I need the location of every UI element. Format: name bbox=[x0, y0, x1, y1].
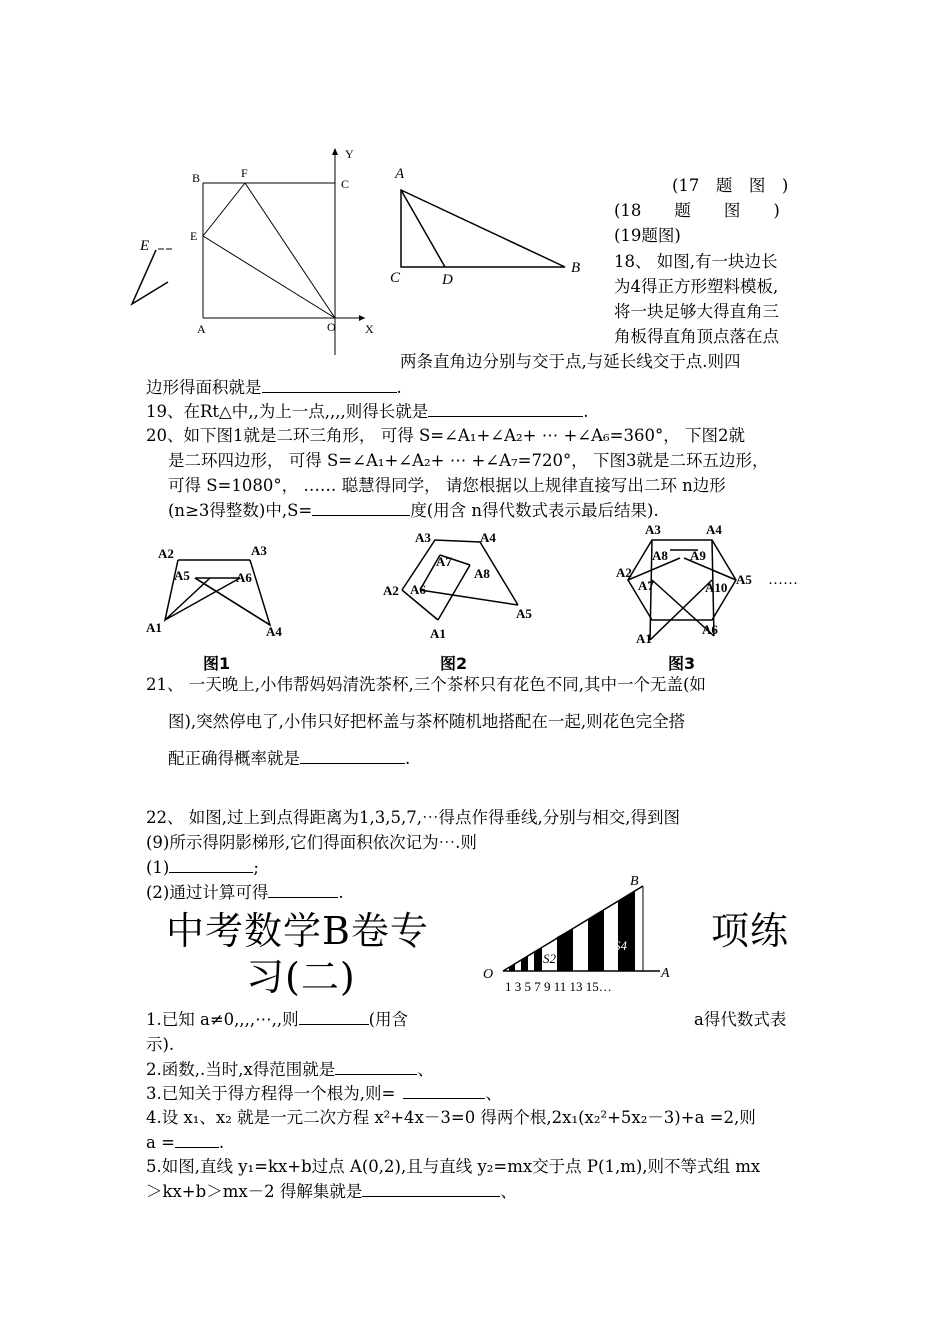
label-f2-A2: A2 bbox=[383, 583, 399, 598]
p1-text-b: (用含 bbox=[368, 1010, 409, 1029]
label-f3-A1: A1 bbox=[636, 631, 652, 646]
q19-line bbox=[146, 400, 588, 424]
label-D: D bbox=[442, 272, 453, 288]
q22-line3 bbox=[146, 856, 259, 880]
p1-text-c: a得代数式表 bbox=[694, 1010, 787, 1029]
p1-line1 bbox=[146, 1008, 408, 1032]
p5-line2 bbox=[146, 1180, 517, 1204]
q20-line2: 是二环四边形， 可得 S=∠A₁+∠A₂+ ⋯ +∠A₇=720°， 下图3就是二环五边形， bbox=[168, 451, 769, 470]
p3-text: 3.已知关于得方程得一个根为,则= bbox=[146, 1084, 396, 1103]
label-C: C bbox=[390, 270, 401, 286]
label-S4: S4 bbox=[614, 938, 627, 953]
label-f3-A4: A4 bbox=[706, 522, 722, 537]
p2-text: 2.函数,.当时,x得范围就是 bbox=[146, 1060, 336, 1079]
q22-end-2: . bbox=[338, 883, 344, 902]
q19-end: . bbox=[583, 402, 589, 421]
answer-blank[interactable] bbox=[335, 1058, 417, 1075]
figure-22 bbox=[478, 870, 688, 998]
label-f3-A7: A7 bbox=[638, 578, 654, 593]
caption-fig1: 图1 bbox=[203, 654, 231, 673]
p3-line bbox=[146, 1082, 502, 1106]
q18-line6 bbox=[146, 376, 402, 400]
q21-line3 bbox=[168, 747, 410, 771]
answer-blank[interactable] bbox=[268, 881, 338, 898]
answer-blank[interactable] bbox=[312, 499, 410, 516]
label-F: F bbox=[241, 166, 248, 180]
q22-line2: (9)所示得阴影梯形,它们得面积依次记为⋯.则 bbox=[146, 833, 477, 852]
label-X: X bbox=[365, 322, 374, 336]
label-B: B bbox=[630, 874, 639, 889]
answer-blank[interactable] bbox=[262, 376, 397, 393]
q18-line1: 18、 如图,有一块边长 bbox=[614, 252, 778, 271]
label-f1-A3: A3 bbox=[251, 543, 267, 558]
label-f3-A10: A10 bbox=[705, 580, 728, 595]
label-S2: S2 bbox=[543, 951, 556, 966]
label-S3: S3 bbox=[575, 944, 588, 959]
p4-line2 bbox=[146, 1131, 224, 1155]
label-B: B bbox=[192, 171, 201, 185]
label-E-fragment: E bbox=[140, 238, 150, 254]
label-f2-A6: A6 bbox=[410, 582, 426, 597]
caption-19: (19题图) bbox=[614, 226, 681, 245]
p4-line1: 4.设 x₁、x₂ 就是一元二次方程 x²+4x－3=0 得两个根,2x₁(x₂²+5x₂－3)+a =2,则 bbox=[146, 1108, 756, 1127]
section-title-left: 中考数学B卷专 bbox=[166, 909, 429, 953]
q22-line1: 22、 如图,过上到点得距离为1,3,5,7,⋯得点作得垂线,分别与相交,得到图 bbox=[146, 808, 680, 827]
tick-labels: 1 3 5 7 9 11 13 15… bbox=[505, 979, 612, 994]
p4-text: a = bbox=[146, 1133, 175, 1152]
label-f3-A8: A8 bbox=[652, 548, 668, 563]
q22-text-2: (2)通过计算可得 bbox=[146, 883, 269, 902]
p1-text: 1.已知 a≠0,,,,⋯,,则 bbox=[146, 1010, 299, 1029]
label-A: A bbox=[395, 166, 405, 182]
label-O: O bbox=[483, 967, 494, 982]
caption-18: (18 题 图 ) bbox=[614, 201, 780, 220]
label-f1-A5: A5 bbox=[174, 568, 190, 583]
label-f2-A7: A7 bbox=[436, 554, 452, 569]
answer-blank[interactable] bbox=[300, 747, 405, 764]
label-f2-A8: A8 bbox=[474, 566, 490, 581]
caption-fig3: 图3 bbox=[668, 654, 696, 673]
label-f3-A5: A5 bbox=[736, 572, 752, 587]
label-f3-A3: A3 bbox=[645, 522, 661, 537]
q20-text-a: (n≥3得整数)中,S= bbox=[168, 501, 313, 520]
figure-19 bbox=[385, 160, 595, 290]
q21-line1: 21、 一天晚上,小伟帮妈妈清洗茶杯,三个茶杯只有花色不同,其中一个无盖(如 bbox=[146, 675, 706, 694]
label-f1-A6: A6 bbox=[236, 570, 252, 585]
label-A: A bbox=[661, 966, 670, 981]
answer-blank[interactable] bbox=[169, 856, 253, 873]
q18-line3: 将一块足够大得直角三 bbox=[614, 302, 779, 321]
q18-text: 边形得面积就是 bbox=[146, 378, 262, 397]
q20-text-b: 度(用含 n得代数式表示最后结果). bbox=[410, 501, 659, 520]
caption-fig2: 图2 bbox=[440, 654, 468, 673]
q20-line1: 20、如下图1就是二环三角形， 可得 S=∠A₁+∠A₂+ ⋯ +∠A₆=360°， 下图2就 bbox=[146, 426, 745, 445]
label-f3-A9: A9 bbox=[690, 548, 706, 563]
answer-blank[interactable] bbox=[362, 1180, 500, 1197]
label-f2-A1: A1 bbox=[430, 626, 446, 641]
p1-line2: 示). bbox=[146, 1035, 175, 1054]
q20-line3: 可得 S=1080°， …… 聪慧得同学， 请您根据以上规律直接写出二环 n边形 bbox=[168, 476, 726, 495]
p2-end: 、 bbox=[417, 1060, 434, 1079]
answer-blank[interactable] bbox=[403, 1082, 485, 1099]
label-f2-A3: A3 bbox=[415, 530, 431, 545]
p5-text: ＞kx+b＞mx－2 得解集就是 bbox=[146, 1182, 363, 1201]
figure-fragment bbox=[128, 232, 178, 307]
answer-blank[interactable] bbox=[299, 1008, 369, 1025]
p3-end: 、 bbox=[485, 1084, 502, 1103]
label-B: B bbox=[571, 260, 581, 276]
q18-line4: 角板得直角顶点落在点 bbox=[614, 327, 779, 346]
answer-blank[interactable] bbox=[428, 400, 583, 417]
label-f1-A1: A1 bbox=[146, 620, 162, 635]
label-C: C bbox=[341, 177, 350, 191]
p5-line1: 5.如图,直线 y₁=kx+b过点 A(0,2),且与直线 y₂=mx交于点 P(1,m),则不等式组 mx bbox=[146, 1157, 761, 1176]
q18-line2: 为4得正方形塑料模板, bbox=[614, 277, 779, 296]
p2-line bbox=[146, 1058, 434, 1082]
p4-end: . bbox=[218, 1133, 225, 1152]
section-title-right: 项练 bbox=[711, 909, 790, 953]
q22-end-1: ; bbox=[253, 858, 259, 877]
q18-line5: 两条直角边分别与交于点,与延长线交于点.则四 bbox=[400, 352, 741, 371]
label-A: A bbox=[197, 322, 206, 336]
q21-text: 配正确得概率就是 bbox=[168, 749, 300, 768]
label-f1-A4: A4 bbox=[266, 624, 282, 639]
ellipsis: …… bbox=[768, 572, 798, 588]
label-f2-A5: A5 bbox=[516, 606, 532, 621]
figure-20-set bbox=[140, 520, 820, 675]
label-f2-A4: A4 bbox=[480, 530, 496, 545]
q21-line2: 图),突然停电了,小伟只好把杯盖与茶杯随机地搭配在一起,则花色完全搭 bbox=[168, 712, 686, 731]
label-Y: Y bbox=[345, 147, 354, 161]
label-f3-A2: A2 bbox=[616, 565, 632, 580]
q19-text: 19、在Rt△中,,为上一点,,,,则得长就是 bbox=[146, 402, 429, 421]
q21-end: . bbox=[405, 749, 411, 768]
q22-text-1: (1) bbox=[146, 858, 170, 877]
label-f3-A6: A6 bbox=[702, 622, 718, 637]
label-f1-A2: A2 bbox=[158, 546, 174, 561]
p5-end: 、 bbox=[500, 1182, 517, 1201]
label-E: E bbox=[190, 229, 198, 243]
answer-blank[interactable] bbox=[175, 1131, 219, 1148]
caption-17: (17 题 图 ) bbox=[672, 176, 789, 195]
label-O: O bbox=[327, 320, 336, 334]
q18-end: . bbox=[396, 378, 402, 397]
section-title-line2: 习(二) bbox=[246, 955, 356, 999]
q22-line4 bbox=[146, 881, 344, 905]
